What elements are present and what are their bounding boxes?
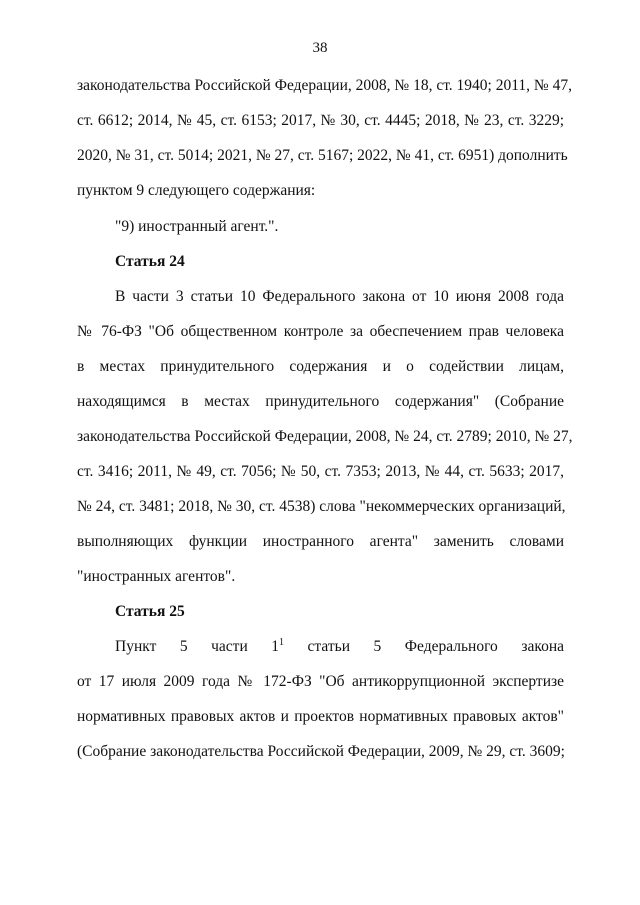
word: 5 [373, 638, 382, 655]
text-line: "иностранных агентов". [77, 568, 236, 585]
word: Пункт [115, 638, 157, 655]
text-line: 2020, № 31, ст. 5014; 2021, № 27, ст. 5167; 2022, № 41, ст. 6951) дополнить [77, 147, 568, 164]
article-heading: Статья 25 [115, 603, 185, 620]
text-line: законодательства Российской Федерации, 2008, № 24, ст. 2789; 2010, № 27, [77, 428, 573, 445]
text-line: ст. 3416; 2011, № 49, ст. 7056; № 50, ст. 7353; 2013, № 44, ст. 5633; 2017, [77, 463, 564, 480]
word: части [211, 638, 248, 655]
word: Федерального [404, 638, 498, 655]
word: статьи [307, 638, 350, 655]
text-line: (Собрание законодательства Российской Федерации, 2009, № 29, ст. 3609; [77, 743, 565, 760]
text-line: № 76-ФЗ "Об общественном контроле за обеспечением прав человека [77, 323, 564, 340]
text-line: в местах принудительного содержания и о содействии лицам, [77, 358, 564, 375]
text-line: находящимся в местах принудительного содержания" (Собрание [77, 393, 564, 410]
text-line: ст. 6612; 2014, № 45, ст. 6153; 2017, № 30, ст. 4445; 2018, № 23, ст. 3229; [77, 112, 564, 129]
word: закона [521, 638, 564, 655]
text-line: выполняющих функции иностранного агента" заменить словами [77, 533, 564, 550]
quoted-text: "9) иностранный агент.". [115, 218, 279, 235]
article-heading: Статья 24 [115, 253, 185, 270]
word: $1^1$ [271, 636, 285, 655]
text-line: № 24, ст. 3481; 2018, № 30, ст. 4538) слова "некоммерческих организаций, [77, 498, 566, 515]
text-line: нормативных правовых актов и проектов нормативных правовых актов" [77, 708, 564, 725]
text-line-first [115, 637, 564, 657]
text-line: пунктом 9 следующего содержания: [77, 182, 316, 199]
text-line: В части 3 статьи 10 Федерального закона от 10 июня 2008 года [115, 288, 564, 305]
superscript: 1 [279, 636, 285, 648]
text-line: законодательства Российской Федерации, 2008, № 18, ст. 1940; 2011, № 47, [77, 77, 572, 94]
word: 5 [179, 638, 188, 655]
text-line: от 17 июля 2009 года № 172-ФЗ "Об антикоррупционной экспертизе [77, 673, 564, 690]
page-number: 38 [312, 40, 328, 56]
